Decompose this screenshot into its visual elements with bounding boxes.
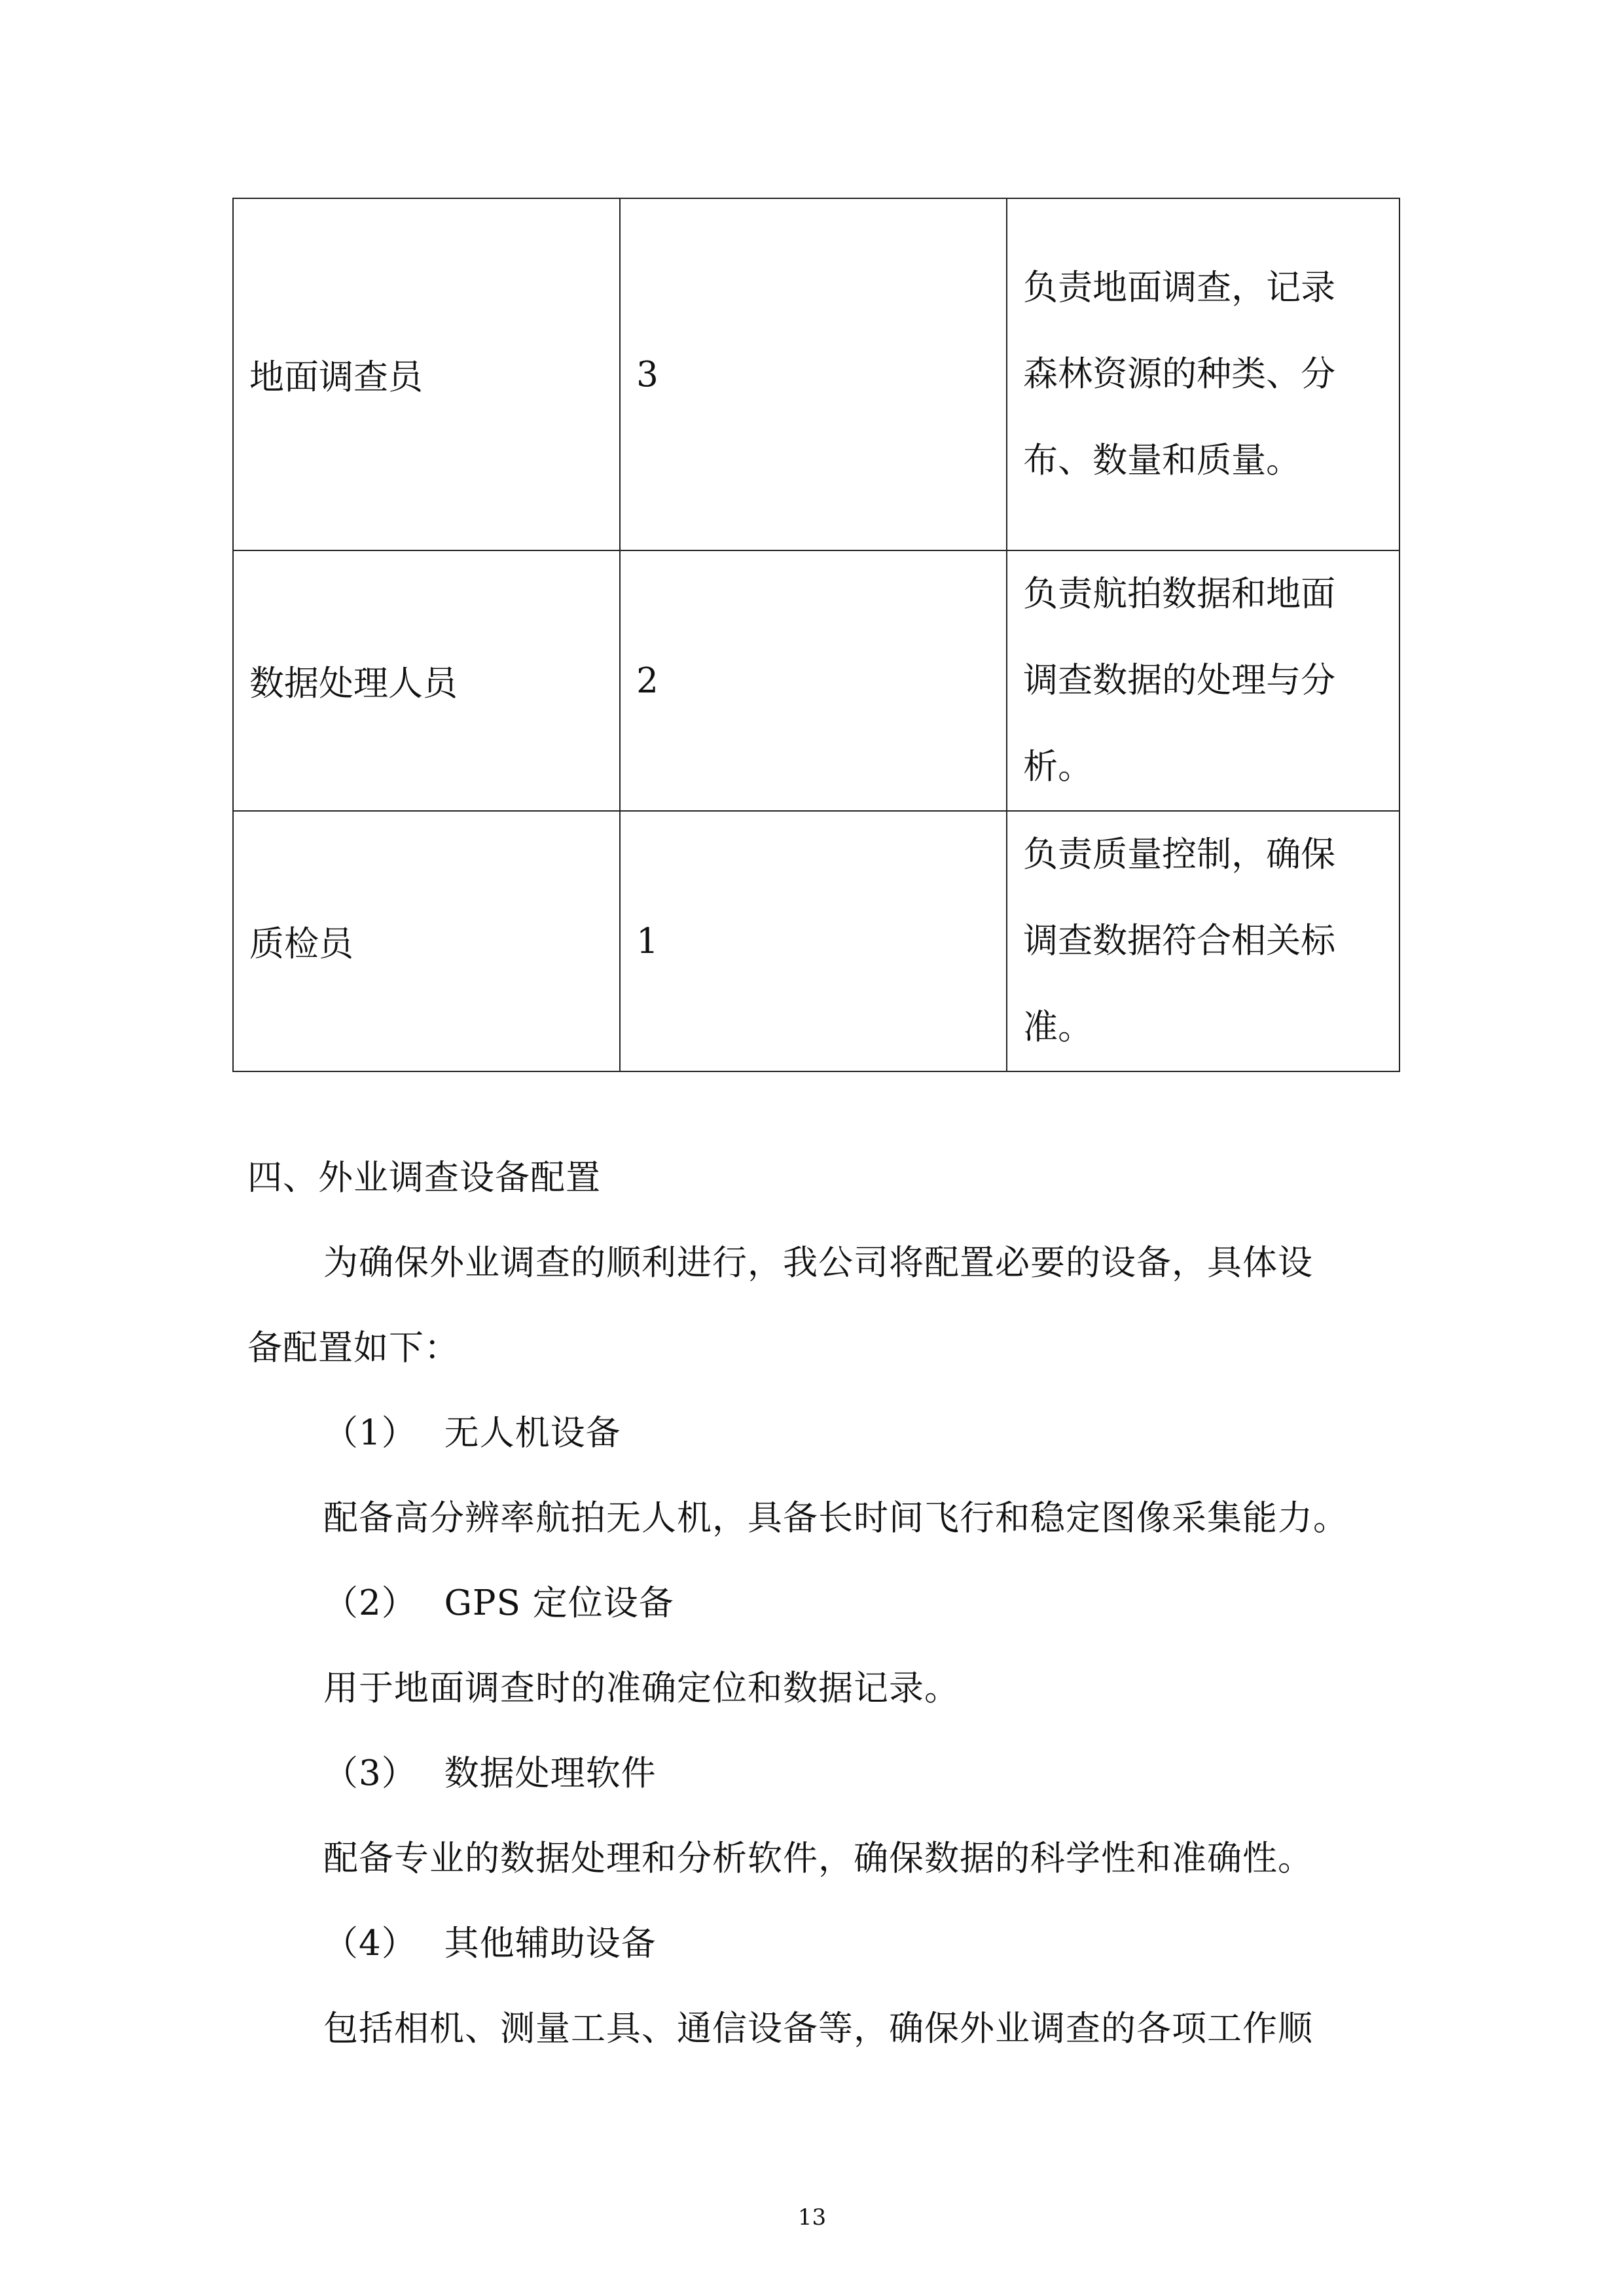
- page-number: 13: [797, 2204, 827, 2231]
- role-cell: 质检员: [233, 811, 620, 1071]
- duty-line: 调查数据符合相关标: [1023, 921, 1336, 961]
- item-heading: [323, 1754, 657, 1793]
- table-row: [233, 550, 1399, 811]
- count-cell: 2: [620, 550, 1007, 811]
- count-cell: 3: [620, 198, 1007, 550]
- count-cell: 1: [620, 811, 1007, 1071]
- section-heading: 四、外业调查设备配置: [247, 1158, 601, 1198]
- duty-line: 森林资源的种类、分: [1023, 354, 1336, 394]
- item-title: 数据处理软件: [444, 1753, 657, 1793]
- duty-cell: [1007, 550, 1399, 811]
- item-heading: [323, 1924, 657, 1964]
- duty-cell: [1007, 811, 1399, 1071]
- item-label: （2）: [323, 1583, 417, 1623]
- item-title: 无人机设备: [444, 1413, 621, 1453]
- duty-line: 负责地面调查，记录: [1023, 268, 1336, 308]
- role-cell: 地面调查员: [233, 198, 620, 550]
- duty-line: 调查数据的处理与分: [1023, 660, 1336, 700]
- item-heading: [323, 1584, 674, 1623]
- intro-line: 为确保外业调查的顺利进行，我公司将配置必要的设备，具体设: [323, 1243, 1313, 1283]
- duty-line: 析。: [1023, 747, 1093, 787]
- item-description: 包括相机、测量工具、通信设备等，确保外业调查的各项工作顺: [323, 2009, 1313, 2049]
- duty-line: 布、数量和质量。: [1023, 440, 1301, 480]
- intro-line: 备配置如下：: [247, 1328, 460, 1368]
- staff-table: [232, 198, 1400, 1072]
- duty-line: 负责航拍数据和地面: [1023, 574, 1336, 614]
- item-title: 其他辅助设备: [444, 1924, 657, 1964]
- duty-cell: [1007, 198, 1399, 550]
- item-label: （1）: [323, 1413, 417, 1453]
- duty-line: 准。: [1023, 1007, 1093, 1047]
- item-description: 用于地面调查时的准确定位和数据记录。: [323, 1668, 960, 1708]
- item-label: （3）: [323, 1753, 417, 1793]
- item-label: （4）: [323, 1924, 417, 1964]
- duty-line: 负责质量控制，确保: [1023, 834, 1336, 874]
- table-row: [233, 198, 1399, 550]
- table-row: [233, 811, 1399, 1071]
- item-description: 配备高分辨率航拍无人机，具备长时间飞行和稳定图像采集能力。: [323, 1498, 1348, 1538]
- role-cell: 数据处理人员: [233, 550, 620, 811]
- item-title: GPS 定位设备: [444, 1583, 674, 1623]
- item-heading: [323, 1414, 621, 1453]
- item-description: 配备专业的数据处理和分析软件，确保数据的科学性和准确性。: [323, 1839, 1313, 1878]
